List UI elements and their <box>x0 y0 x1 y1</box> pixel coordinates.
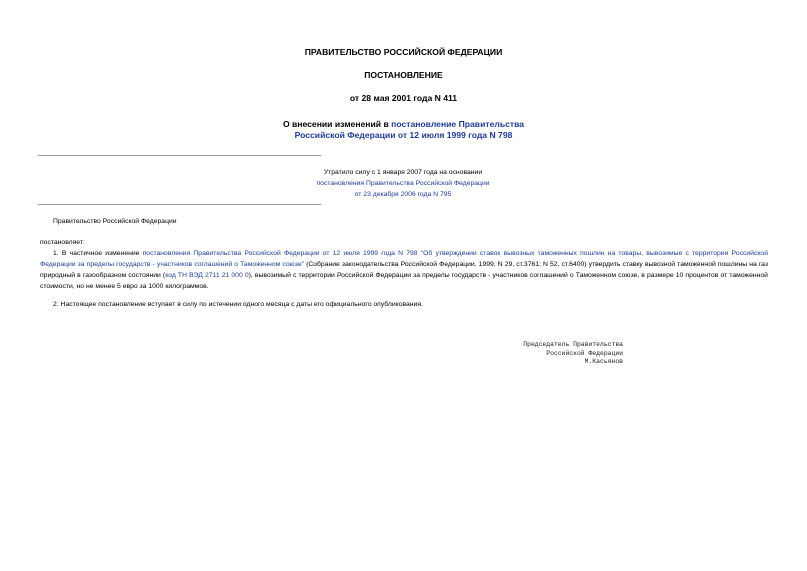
document-title <box>0 119 807 141</box>
p1-mid: (Собрание законодательства Российской Федерации, 1999, N 29, ст.3761; N 52, ст.6400) утвердить ставку вывозной таможенной пошлины на газ природный в газообразном состоянии ( <box>40 261 768 279</box>
p1-start: 1. В частичное изменение <box>53 250 143 257</box>
signature-line1: Председатель Правительства <box>523 341 623 348</box>
divider-bottom <box>38 204 321 205</box>
signature-block <box>523 341 623 367</box>
status-note-link-line2[interactable]: постановления Правительства Российской Федерации <box>316 180 490 187</box>
issuer-text: Правительство Российской Федерации <box>53 218 177 225</box>
org-heading: ПРАВИТЕЛЬСТВО РОССИЙСКОЙ ФЕДЕРАЦИИ <box>304 47 503 57</box>
title-link-line2[interactable]: Российской Федерации от 12 июля 1999 года N 798 <box>294 130 513 140</box>
signature-line3: М.Касьянов <box>584 358 623 365</box>
p1-link-code[interactable]: код ТН ВЭД 2711 21 000 0 <box>165 272 249 279</box>
p1-end: ), вывозимый с территории Российской Федерации за пределы государств - участников соглашений о Таможенном союзе, в размере 10 процентов от таможенной стоимости, но не менее 5 евро за 1000 килограммов. <box>40 272 768 290</box>
p1-link-decree[interactable]: постановления Правительства Российской Федерации от 12 июля 1999 года N 798 "Об утверждении ставок вывозных таможенных пошлин на товары, вывозимые с территории Российской Федерации за пределы государств - участников соглашений о Таможенном союзе" <box>40 250 768 268</box>
paragraph-2: 2. Настоящее постановление вступает в силу по истечении одного месяца с даты его официального опубликования. <box>53 301 423 308</box>
status-note-line1: Утратило силу с 1 января 2007 года на основании <box>323 169 483 176</box>
title-prefix: О внесении изменений в <box>282 119 392 129</box>
status-note-link-line3[interactable]: от 23 декабря 2006 года N 795 <box>354 191 452 198</box>
status-note <box>230 167 576 200</box>
title-link-line1[interactable]: постановление Правительства <box>391 119 525 129</box>
divider-top <box>38 155 321 156</box>
doc-type-heading: ПОСТАНОВЛЕНИЕ <box>364 70 443 80</box>
signature-line2: Российской Федерации <box>546 349 623 357</box>
date-number-heading: от 28 мая 2001 года N 411 <box>349 93 458 103</box>
resolves-text: постановляет: <box>40 239 85 246</box>
paragraph-1 <box>40 248 768 292</box>
